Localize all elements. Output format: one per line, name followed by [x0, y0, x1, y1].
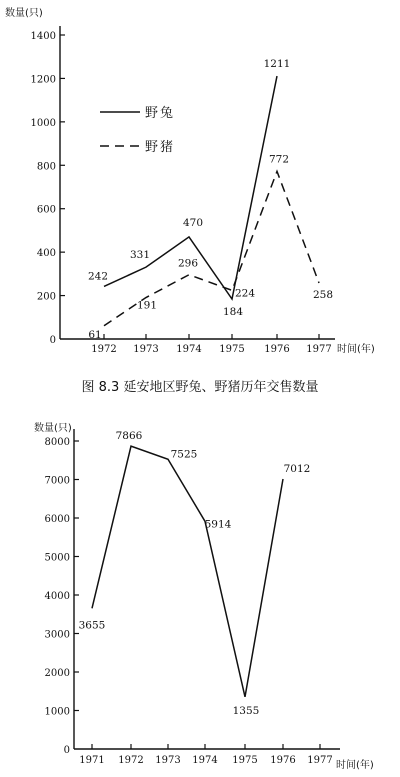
x-tick-label: 1977 — [306, 344, 332, 355]
y-tick-label: 0 — [49, 335, 56, 346]
y-tick-label: 2000 — [44, 668, 70, 679]
x-tick-label: 1976 — [270, 755, 296, 766]
y-tick-label: 1400 — [30, 31, 56, 42]
data-label: 1355 — [232, 704, 260, 717]
data-label-boar: 224 — [234, 287, 256, 300]
y-tick-label: 6000 — [44, 514, 70, 525]
x-tick-label: 1973 — [155, 755, 181, 766]
y-axis-label: 数量(只) — [5, 8, 43, 19]
data-label: 7525 — [170, 448, 198, 461]
data-label-hare: 1211 — [263, 58, 291, 71]
x-tick-label: 1976 — [264, 344, 290, 355]
y-tick-label: 1000 — [44, 706, 70, 718]
y-tick-label: 800 — [36, 161, 56, 173]
y-tick-label: 600 — [36, 204, 56, 216]
x-tick-label: 1974 — [192, 755, 218, 766]
data-label: 5914 — [204, 518, 232, 531]
data-label-boar: 191 — [136, 299, 158, 312]
x-tick-label: 1971 — [79, 755, 105, 766]
data-label: 7012 — [283, 463, 311, 476]
data-label-boar: 772 — [268, 153, 290, 166]
y-tick-label: 0 — [63, 745, 70, 756]
series-line — [92, 446, 283, 697]
y-tick-label: 1000 — [30, 117, 56, 129]
data-label-boar: 258 — [312, 288, 334, 301]
x-tick-label: 1975 — [232, 755, 258, 766]
y-tick-label: 200 — [36, 291, 56, 303]
legend-label-hare: 野兔 — [145, 106, 176, 121]
x-tick-label: 1975 — [219, 344, 245, 355]
y-tick-label: 7000 — [44, 475, 70, 487]
y-tick-label: 3000 — [44, 629, 70, 641]
x-tick-label: 1972 — [118, 755, 144, 766]
data-label-hare: 470 — [182, 216, 204, 229]
data-label-hare: 242 — [87, 270, 109, 283]
y-tick-label: 400 — [36, 248, 56, 260]
data-label-boar: 61 — [88, 328, 102, 341]
data-label-hare: 184 — [222, 306, 244, 319]
data-label: 7866 — [115, 430, 143, 443]
data-label-boar: 296 — [177, 257, 199, 270]
chart1-caption: 图 8.3 延安地区野兔、野猪历年交售数量 — [81, 380, 319, 395]
x-axis-label: 时间(年) — [337, 344, 375, 355]
x-tick-label: 1973 — [133, 344, 159, 355]
y-tick-label: 1200 — [30, 74, 56, 86]
x-tick-label: 1977 — [307, 755, 333, 766]
y-axis-label: 数量(只) — [34, 423, 72, 434]
x-tick-label: 1972 — [91, 344, 117, 355]
legend-label-boar: 野猪 — [145, 140, 176, 155]
x-tick-label: 1974 — [176, 344, 202, 355]
data-label-hare: 331 — [129, 249, 151, 262]
data-label: 3655 — [78, 619, 106, 632]
y-tick-label: 4000 — [44, 591, 70, 602]
y-tick-label: 5000 — [44, 552, 70, 564]
x-axis-label: 时间(年) — [336, 760, 374, 771]
y-tick-label: 8000 — [44, 437, 70, 448]
